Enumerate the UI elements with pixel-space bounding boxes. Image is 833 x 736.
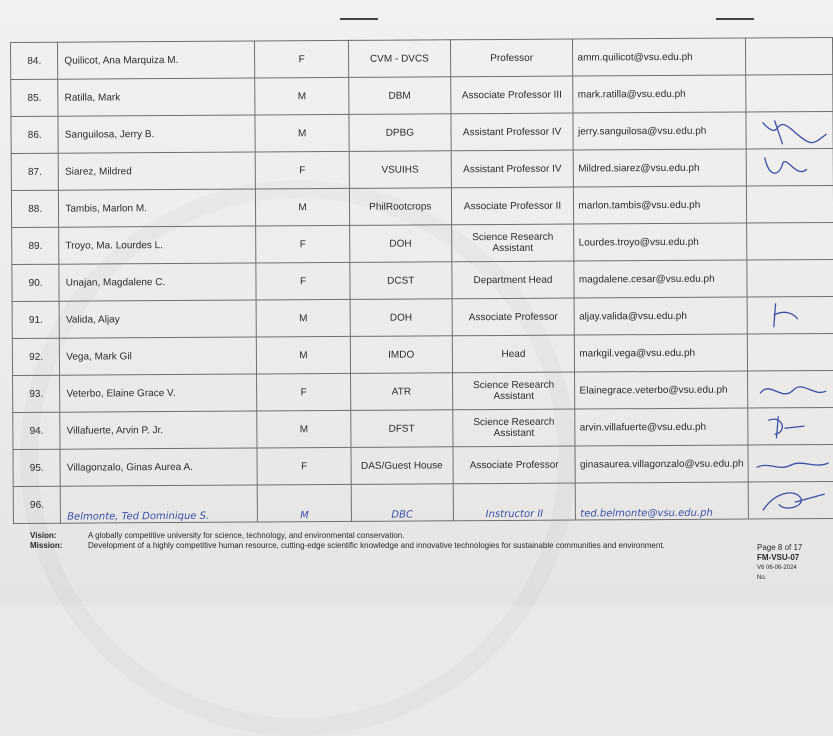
signature-cell xyxy=(746,148,833,186)
participant-sex: M xyxy=(257,484,351,522)
signature-cell xyxy=(746,185,833,223)
row-number: 94. xyxy=(13,412,61,449)
participant-email: mark.ratilla@vsu.edu.ph xyxy=(573,75,746,113)
mission-line xyxy=(30,541,665,551)
table-row xyxy=(11,74,833,116)
participant-unit: ATR xyxy=(350,373,452,411)
participant-sex: M xyxy=(256,299,350,337)
handwritten-signature xyxy=(752,114,832,146)
participant-position: Associate Professor xyxy=(452,298,575,336)
row-number: 92. xyxy=(12,338,60,375)
form-version: V6 06-06-2024 xyxy=(757,565,797,571)
signature-cell xyxy=(748,370,833,408)
table-row xyxy=(13,481,833,523)
row-number: 96. xyxy=(13,486,61,523)
vision-text: A globally competitive university for science, technology, and environmental conservation. xyxy=(88,531,405,540)
table-row xyxy=(11,111,833,153)
participant-email: Elainegrace.veterbo@vsu.edu.ph xyxy=(575,371,748,409)
row-number: 89. xyxy=(12,227,60,264)
table-row xyxy=(12,296,833,338)
signature-cell xyxy=(748,481,833,519)
participant-sex: F xyxy=(256,225,350,263)
participant-name: Quilicot, Ana Marquiza M. xyxy=(58,41,255,79)
row-number: 90. xyxy=(12,264,60,301)
participant-unit: DOH xyxy=(350,299,452,337)
participant-unit: DBM xyxy=(349,77,451,115)
table-row xyxy=(11,148,833,190)
footer-statements xyxy=(30,531,665,551)
participant-name: Belmonte, Ted Dominique S. xyxy=(60,485,257,523)
participant-position: Assistant Professor IV xyxy=(451,150,574,188)
signature-cell xyxy=(747,222,833,260)
participant-name: Tambis, Marlon M. xyxy=(59,189,256,227)
participant-sex: M xyxy=(256,188,350,226)
participant-sex: M xyxy=(255,114,349,152)
row-number: 84. xyxy=(11,42,59,79)
participant-email: jerry.sanguilosa@vsu.edu.ph xyxy=(573,112,746,150)
participant-unit: IMDO xyxy=(350,336,452,374)
participant-sex: F xyxy=(255,40,349,78)
signature-cell xyxy=(745,37,832,75)
participant-unit: DAS/Guest House xyxy=(351,447,453,485)
document-meta xyxy=(757,543,802,583)
participant-email: aljay.valida@vsu.edu.ph xyxy=(574,297,747,335)
vision-line xyxy=(30,531,665,541)
row-number: 91. xyxy=(12,301,60,338)
participant-email: markgil.vega@vsu.edu.ph xyxy=(575,334,748,372)
participant-position: Assistant Professor IV xyxy=(451,113,574,151)
signature-cell xyxy=(747,296,833,334)
signature-cell xyxy=(748,407,833,445)
participant-position: Head xyxy=(452,335,575,373)
participant-position: Associate Professor III xyxy=(450,76,573,114)
participant-sex: F xyxy=(257,373,351,411)
participant-unit: DFST xyxy=(351,410,453,448)
signature-cell xyxy=(746,74,833,112)
participant-email: Lourdes.troyo@vsu.edu.ph xyxy=(574,223,747,261)
participant-name: Troyo, Ma. Lourdes L. xyxy=(59,226,256,264)
row-number: 88. xyxy=(11,190,59,227)
row-number: 93. xyxy=(13,375,61,412)
handwritten-signature xyxy=(754,447,833,479)
handwritten-signature xyxy=(755,484,833,516)
participant-unit: VSUIHS xyxy=(349,151,451,189)
top-rule-left xyxy=(340,18,378,20)
table-row xyxy=(11,37,833,79)
form-code: FM-VSU-07 xyxy=(757,553,800,562)
participant-name: Unajan, Magdalene C. xyxy=(59,263,256,301)
participant-name: Siarez, Mildred xyxy=(58,152,255,190)
participant-name: Vega, Mark Gil xyxy=(60,337,257,375)
participant-unit: DBC xyxy=(351,484,453,522)
participant-unit: DOH xyxy=(349,225,451,263)
participant-name: Ratilla, Mark xyxy=(58,78,255,116)
participant-unit: PhilRootcrops xyxy=(349,188,451,226)
participant-email: Mildred.siarez@vsu.edu.ph xyxy=(574,149,747,187)
participant-email: ginasaurea.villagonzalo@vsu.edu.ph xyxy=(575,445,748,483)
participant-sex: F xyxy=(255,151,349,189)
row-number: 86. xyxy=(11,116,59,153)
participant-email: ted.belmonte@vsu.edu.ph xyxy=(576,482,749,520)
participant-position: Science Research Assistant xyxy=(452,372,575,410)
row-number: 87. xyxy=(11,153,59,190)
participant-email: arvin.villafuerte@vsu.edu.ph xyxy=(575,408,748,446)
table-row xyxy=(13,407,833,449)
participant-name: Veterbo, Elaine Grace V. xyxy=(60,374,257,412)
table-row xyxy=(13,444,833,486)
top-rule-right xyxy=(716,18,754,20)
attendance-table xyxy=(10,37,833,524)
participant-position: Instructor II xyxy=(453,483,576,521)
participant-name: Villafuerte, Arvin P. Jr. xyxy=(60,411,257,449)
participant-name: Villagonzalo, Ginas Aurea A. xyxy=(60,448,257,486)
mission-text: Development of a highly competitive human resource, cutting-edge scientific knowledge and innovative technologies for sustainable communities and environment. xyxy=(88,541,665,550)
participant-unit: DPBG xyxy=(349,114,451,152)
page-number: Page 8 of 17 xyxy=(757,543,803,552)
vision-label: Vision: xyxy=(30,531,57,540)
handwritten-signature xyxy=(754,410,833,442)
handwritten-signature xyxy=(754,373,833,405)
mission-label: Mission: xyxy=(30,541,63,550)
participant-name: Valida, Aljay xyxy=(59,300,256,338)
table-row xyxy=(12,333,833,375)
participant-sex: F xyxy=(256,262,350,300)
table-row xyxy=(13,370,833,412)
participant-position: Department Head xyxy=(452,261,575,299)
table-row xyxy=(12,222,833,264)
form-no-label: No. xyxy=(757,575,767,581)
participant-sex: M xyxy=(257,410,351,448)
signature-cell xyxy=(746,111,833,149)
participant-email: amm.quilicot@vsu.edu.ph xyxy=(573,38,746,76)
participant-name: Sanguilosa, Jerry B. xyxy=(58,115,255,153)
row-number: 85. xyxy=(11,79,59,116)
participant-position: Science Research Assistant xyxy=(452,409,575,447)
participant-sex: M xyxy=(257,336,351,374)
participant-position: Science Research Assistant xyxy=(451,224,574,262)
table-row xyxy=(11,185,833,227)
handwritten-signature xyxy=(753,151,833,183)
participant-sex: F xyxy=(257,447,351,485)
participant-position: Associate Professor II xyxy=(451,187,574,225)
participant-unit: DCST xyxy=(350,262,452,300)
participant-email: magdalene.cesar@vsu.edu.ph xyxy=(574,260,747,298)
participant-unit: CVM - DVCS xyxy=(348,40,450,78)
participant-position: Associate Professor xyxy=(453,446,576,484)
signature-cell xyxy=(748,444,833,482)
participant-position: Professor xyxy=(450,39,573,77)
handwritten-signature xyxy=(754,299,833,331)
participant-email: marlon.tambis@vsu.edu.ph xyxy=(574,186,747,224)
signature-cell xyxy=(747,333,833,371)
row-number: 95. xyxy=(13,449,61,486)
participant-sex: M xyxy=(255,77,349,115)
signature-cell xyxy=(747,259,833,297)
table-row xyxy=(12,259,833,301)
